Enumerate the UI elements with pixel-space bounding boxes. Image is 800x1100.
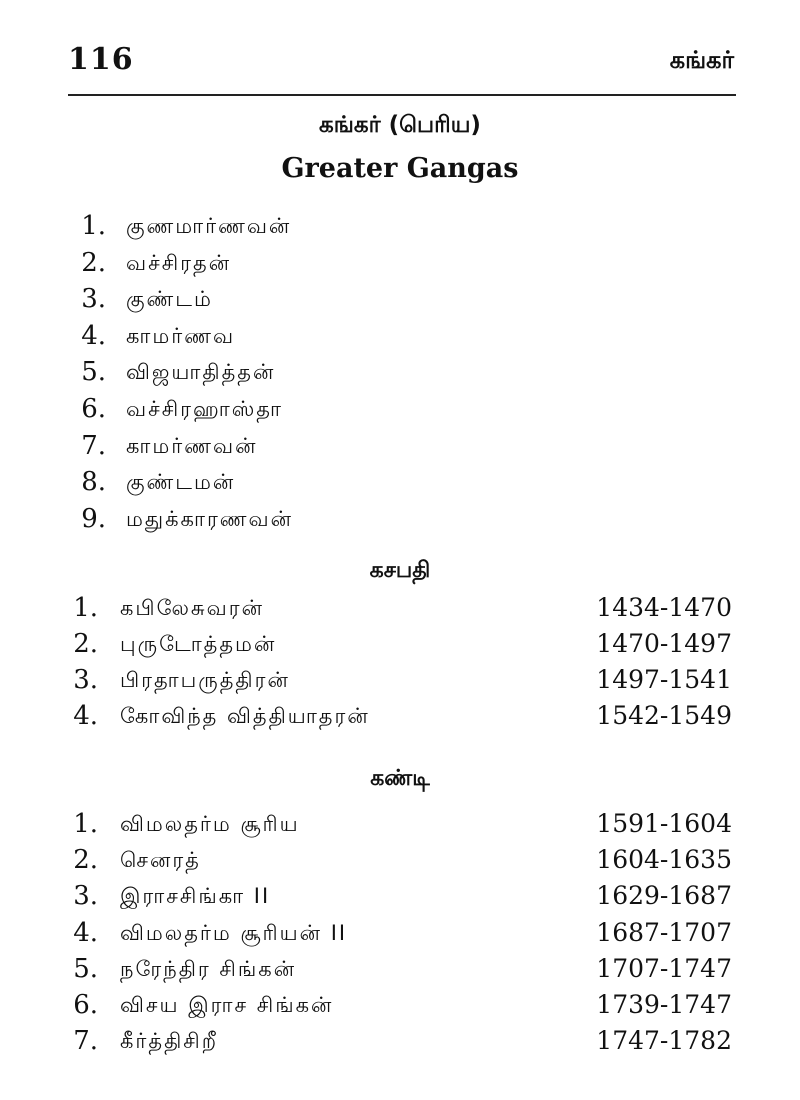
reign-years: 1629-1687 [596,881,732,911]
ruler-name: பிரதாபருத்திரன் [120,668,290,692]
item-number: 4. [73,917,98,948]
reign-years: 1591-1604 [596,809,732,838]
item-number: 7. [73,1026,98,1057]
item-number: 6. [81,394,106,424]
item-number: 5. [81,357,106,388]
list-item [0,698,800,734]
item-number: 1. [73,809,98,839]
item-number: 3. [73,881,98,912]
item-number: 7. [81,430,106,461]
ruler-name: குணமார்ணவன் [126,214,292,238]
reign-years: 1707-1747 [596,953,732,983]
reign-years: 1747-1782 [596,1026,732,1056]
item-number: 1. [81,211,106,241]
ruler-name: மதுக்காரணவன் [126,506,293,531]
header-rule [68,94,736,96]
list-item [0,354,800,390]
ruler-name: குண்டம் [126,287,213,312]
ruler-name: நரேந்திர சிங்கன் [120,956,297,981]
list-item [0,391,800,427]
item-number: 8. [81,467,106,498]
list-item [0,208,800,244]
reign-years: 1542-1549 [596,701,732,730]
item-number: 2. [81,247,106,278]
ruler-name: விமலதர்ம சூரியன் II [120,920,348,945]
list-item [0,318,800,354]
item-number: 1. [73,593,98,623]
ruler-name: செனரத் [120,848,201,873]
ruler-name: இராசசிங்கா II [120,884,271,909]
list-item [0,806,800,842]
page-number: 116 [68,42,134,77]
list-item [0,590,800,626]
ruler-name: கபிலேசுவரன் [120,596,264,620]
item-number: 9. [81,503,106,534]
item-number: 2. [73,845,98,876]
item-number: 6. [73,990,98,1020]
list-item [0,878,800,914]
ruler-name: கோவிந்த வித்தியாதரன் [120,704,370,728]
list-item [0,245,800,281]
ruler-name: காமர்ணவன் [126,433,258,458]
reign-years: 1470-1497 [596,629,732,658]
item-number: 3. [73,665,98,695]
reign-years: 1687-1707 [596,917,732,947]
item-number: 4. [81,320,106,351]
list-item [0,464,800,500]
ruler-name: விமலதர்ம சூரிய [120,812,300,836]
list-item [0,662,800,698]
ruler-name: கீர்த்திசிறீ [120,1029,218,1054]
reign-years: 1434-1470 [596,593,732,622]
ruler-name: காமர்ணவ [126,323,236,348]
item-number: 4. [73,701,98,731]
reign-years: 1497-1541 [596,665,732,694]
list-item [0,428,800,464]
list-item [0,987,800,1023]
item-number: 2. [73,629,98,659]
list-item [0,951,800,987]
list-item [0,915,800,951]
ruler-name: விசய இராச சிங்கன் [120,993,334,1017]
list-item [0,1023,800,1059]
reign-years: 1739-1747 [596,990,732,1019]
list-item [0,281,800,317]
section-title-greater-gangas-tamil: கங்கர் (பெரிய) [319,112,481,138]
section-title-kandy: கண்டி [370,766,430,791]
ruler-name: புருடோத்தமன் [120,632,277,656]
section-title-greater-gangas-english: Greater Gangas [281,153,519,184]
item-number: 5. [73,953,98,984]
ruler-name: விஜயாதித்தன் [126,360,276,385]
reign-years: 1604-1635 [596,845,732,875]
list-item [0,842,800,878]
item-number: 3. [81,284,106,315]
running-title: கங்கர் [669,46,734,74]
list-item [0,501,800,537]
ruler-name: வச்சிரதன் [126,250,232,275]
list-item [0,626,800,662]
ruler-name: குண்டமன் [126,470,236,495]
section-title-kasapathi: கசபதி [369,558,431,583]
ruler-name: வச்சிரஹாஸ்தா [126,397,283,421]
